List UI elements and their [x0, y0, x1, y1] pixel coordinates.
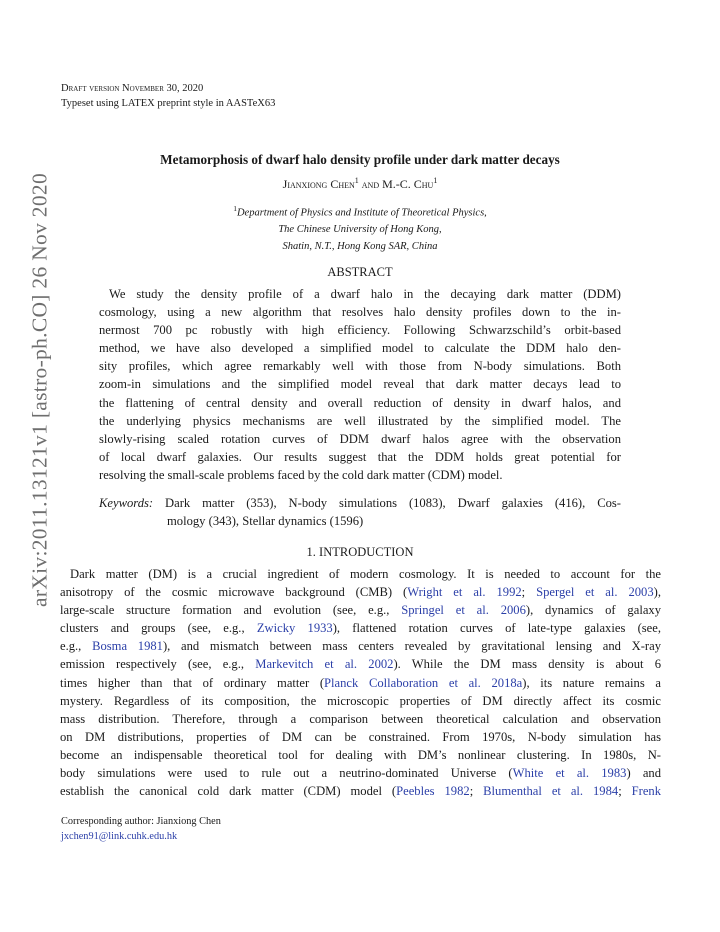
citation-link[interactable]: Planck Collaboration et al. 2018a — [324, 675, 523, 690]
text-segment: times higher than that of ordinary matter ( — [60, 675, 325, 690]
author-name: M.-C. Chu — [382, 177, 434, 191]
affiliation-line: The Chinese University of Hong Kong, — [278, 224, 442, 235]
text-segment: ; — [618, 784, 632, 799]
draft-version-line — [61, 82, 203, 96]
text-segment: body simulations were used to rule out a neutrino-dominated Universe ( — [60, 766, 513, 781]
text-segment: e.g., — [60, 639, 93, 654]
citation-link[interactable]: Blumenthal et al. 1984 — [483, 784, 619, 799]
abstract-line: method, we have also developed a simplified model to calculate the DDM halo den- — [99, 341, 621, 356]
affiliation — [0, 201, 720, 255]
citation-link[interactable]: Frenk — [631, 784, 662, 799]
keywords-label: Keywords: — [99, 496, 154, 510]
introduction-line — [60, 565, 661, 583]
affiliation-marker: 1 — [233, 204, 237, 213]
affiliation-line: $^1$Department of Physics and Institute of Theoretical Physics, — [233, 204, 487, 219]
text-segment: ), and mismatch between mass centers revealed by gravitational lensing and X-ray — [162, 639, 662, 654]
introduction-line — [60, 674, 661, 692]
introduction-line — [60, 655, 661, 673]
section-heading-introduction: 1. INTRODUCTION — [306, 545, 414, 559]
abstract-line: sity profiles, which agree remarkably well with those from N-body simulations. Both — [99, 359, 621, 374]
citation-link[interactable]: Zwicky 1933 — [256, 621, 333, 636]
text-segment: Dark matter (DM) is a crucial ingredient of modern cosmology. It is needed to account for the — [70, 567, 661, 581]
text-segment: on DM distributions, properties of DM can be constrained. From 1970s, N-body simulation has — [60, 729, 661, 744]
text-segment: ). While the DM mass density is about 6 — [393, 657, 662, 672]
text-segment: establish the canonical cold dark matter (CDM) model ( — [60, 784, 397, 799]
abstract-line: zoom-in simulations and the simplified model reveal that dark matter decays lead to — [99, 377, 621, 392]
abstract-line: the underlying physics mechanisms are well illustrated by the simplified model. The — [99, 413, 621, 428]
introduction-line — [60, 782, 661, 800]
author-conjunction: and — [361, 177, 380, 191]
corresponding-author: Corresponding author: Jianxiong Chen — [61, 816, 221, 827]
abstract-line: We study the density profile of a dwarf halo in the decaying dark matter (DDM) — [109, 287, 621, 301]
text-segment: ; — [469, 784, 484, 799]
text-segment: mass distribution. Therefore, through a comparison between theoretical calculation and observation — [60, 711, 661, 726]
text-segment: become an indispensable theoretical tool for dealing with DM’s nonlinear clustering. In 1980s, N- — [60, 747, 661, 762]
citation-link[interactable]: Bosma 1981 — [92, 639, 163, 654]
typeset-line: Typeset using LATEX preprint style in AASTeX63 — [61, 98, 276, 109]
citation-link[interactable]: Markevitch et al. 2002 — [255, 657, 394, 672]
introduction-body — [60, 565, 661, 800]
text-segment: ), its nature remains a — [522, 675, 661, 690]
keywords — [99, 494, 621, 530]
introduction-line — [60, 601, 661, 619]
citation-link[interactable]: White et al. 1983 — [512, 766, 627, 781]
text-segment: anisotropy of the cosmic microwave background (CMB) ( — [60, 585, 408, 600]
citation-link[interactable]: Peebles 1982 — [396, 784, 470, 799]
text-segment: large-scale structure formation and evolution (see, e.g., — [60, 603, 402, 618]
introduction-line — [60, 692, 661, 710]
introduction-line — [60, 637, 661, 655]
abstract-line: resolving the small-scale problems faced by the cold dark matter (CDM) model. — [99, 467, 503, 482]
text-segment: mystery. Regardless of its composition, the microscopic properties of DM directly affect its cosmic — [60, 693, 661, 708]
citation-link[interactable]: Springel et al. 2006 — [401, 603, 526, 618]
text-segment: ), dynamics of galaxy — [525, 603, 662, 618]
affiliation-marker: 1 — [354, 176, 359, 185]
text-segment: emission respectively (see, e.g., — [60, 657, 256, 672]
introduction-line — [60, 764, 661, 782]
text-segment: ; — [521, 585, 537, 600]
author-email-link[interactable]: jxchen91@link.cuhk.edu.hk — [61, 830, 178, 842]
author-name: Jianxiong Chen — [282, 177, 355, 191]
paper-title: Metamorphosis of dwarf halo density profile under dark matter decays — [160, 152, 560, 167]
affiliation-line: Shatin, N.T., Hong Kong SAR, China — [282, 240, 438, 252]
text-segment: ) and — [626, 766, 662, 781]
introduction-line — [60, 728, 661, 746]
keywords-line: Keywords: Dark matter (353), N-body simulations (1083), Dwarf galaxies (416), Cos- — [99, 496, 621, 510]
abstract-line: nermost 700 pc robustly with high efficiency. Following Schwarzschild’s orbit-based — [99, 323, 621, 338]
affiliation-marker: 1 — [433, 176, 438, 185]
author-list — [0, 176, 720, 192]
abstract-line: cosmology, using a new algorithm that resolves halo density profiles down to the in- — [99, 305, 621, 320]
arxiv-stamp: arXiv:2011.13121v1 [astro-ph.CO] 26 Nov 2020 — [27, 173, 52, 607]
keywords-line: mology (343), Stellar dynamics (1596) — [167, 514, 364, 528]
draft-version: Draft version November 30, 2020 — [61, 83, 204, 94]
abstract-heading: ABSTRACT — [327, 265, 393, 279]
introduction-line — [60, 710, 661, 728]
abstract-line: the flattening of central density and overall reduction of density in dwarf halos, and — [99, 395, 621, 410]
text-segment: ), — [653, 585, 661, 600]
abstract-line: slowly-rising scaled rotation curves of DDM dwarf halos agree with the observation — [99, 431, 621, 446]
citation-link[interactable]: Wright et al. 1992 — [407, 585, 522, 600]
introduction-line — [60, 619, 661, 637]
introduction-line — [60, 746, 661, 764]
abstract-line: of local dwarf galaxies. Our results suggest that the DDM holds great potential for — [99, 449, 621, 464]
footnote — [61, 815, 221, 844]
text-segment: clusters and groups (see, e.g., — [60, 621, 257, 636]
citation-link[interactable]: Spergel et al. 2003 — [536, 585, 654, 600]
text-segment: ), flattened rotation curves of late-type galaxies (see, — [332, 621, 662, 636]
abstract-body — [99, 285, 621, 484]
introduction-line — [60, 583, 661, 601]
